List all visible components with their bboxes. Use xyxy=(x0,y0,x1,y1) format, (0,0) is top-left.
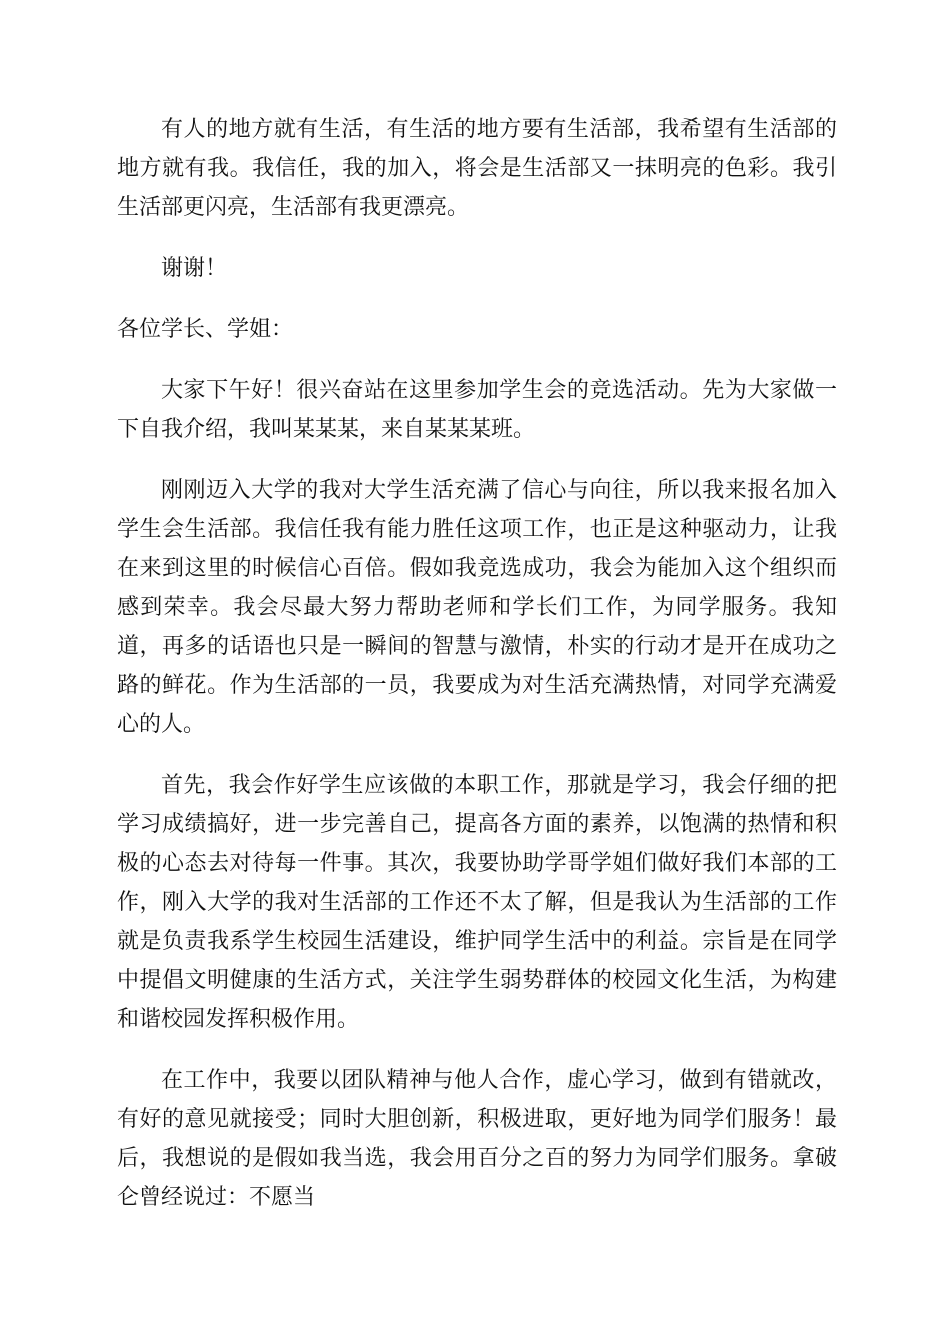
paragraph-salutation: 各位学长、学姐： xyxy=(117,317,294,342)
paragraph-closing-remarks: 有人的地方就有生活，有生活的地方要有生活部，我希望有生活部的地方就有我。我信任，我的加入，将会是生活部又一抹明亮的色彩。我引生活部更闪亮，生活部有我更漂亮。 xyxy=(117,117,837,220)
paragraph-motivation: 刚刚迈入大学的我对大学生活充满了信心与向往，所以我来报名加入学生会生活部。我信任我有能力胜任这项工作，也正是这种驱动力，让我在来到这里的时候信心百倍。假如我竞选成功，我会为能加入这个组织而感到荣幸。我会尽最大努力帮助老师和学长们工作，为同学服务。我知道，再多的话语也只是一瞬间的智慧与激情，朴实的行动才是开在成功之路的鲜花。作为生活部的一员，我要成为对生活充满热情，对同学充满爱心的人。 xyxy=(117,478,837,737)
document-body xyxy=(117,110,837,1239)
paragraph-teamwork: 在工作中，我要以团队精神与他人合作，虚心学习，做到有错就改，有好的意见就接受；同时大胆创新，积极进取，更好地为同学们服务！最后，我想说的是假如我当选，我会用百分之百的努力为同学们服务。拿破仑曾经说过：不愿当 xyxy=(117,1068,837,1210)
paragraph-greeting-intro: 大家下午好！很兴奋站在这里参加学生会的竞选活动。先为大家做一下自我介绍，我叫某某某，来自某某某班。 xyxy=(117,378,837,442)
paragraph-thanks: 谢谢！ xyxy=(161,256,228,281)
paragraph-plans: 首先，我会作好学生应该做的本职工作，那就是学习，我会仔细的把学习成绩搞好，进一步完善自己，提高各方面的素养，以饱满的热情和积极的心态去对待每一件事。其次，我要协助学哥学姐们做好我们本部的工作，刚入大学的我对生活部的工作还不太了解，但是我认为生活部的工作就是负责我系学生校园生活建设，维护同学生活中的利益。宗旨是在同学中提倡文明健康的生活方式，关注学生弱势群体的校园文化生活，为构建和谐校园发挥积极作用。 xyxy=(117,773,837,1032)
